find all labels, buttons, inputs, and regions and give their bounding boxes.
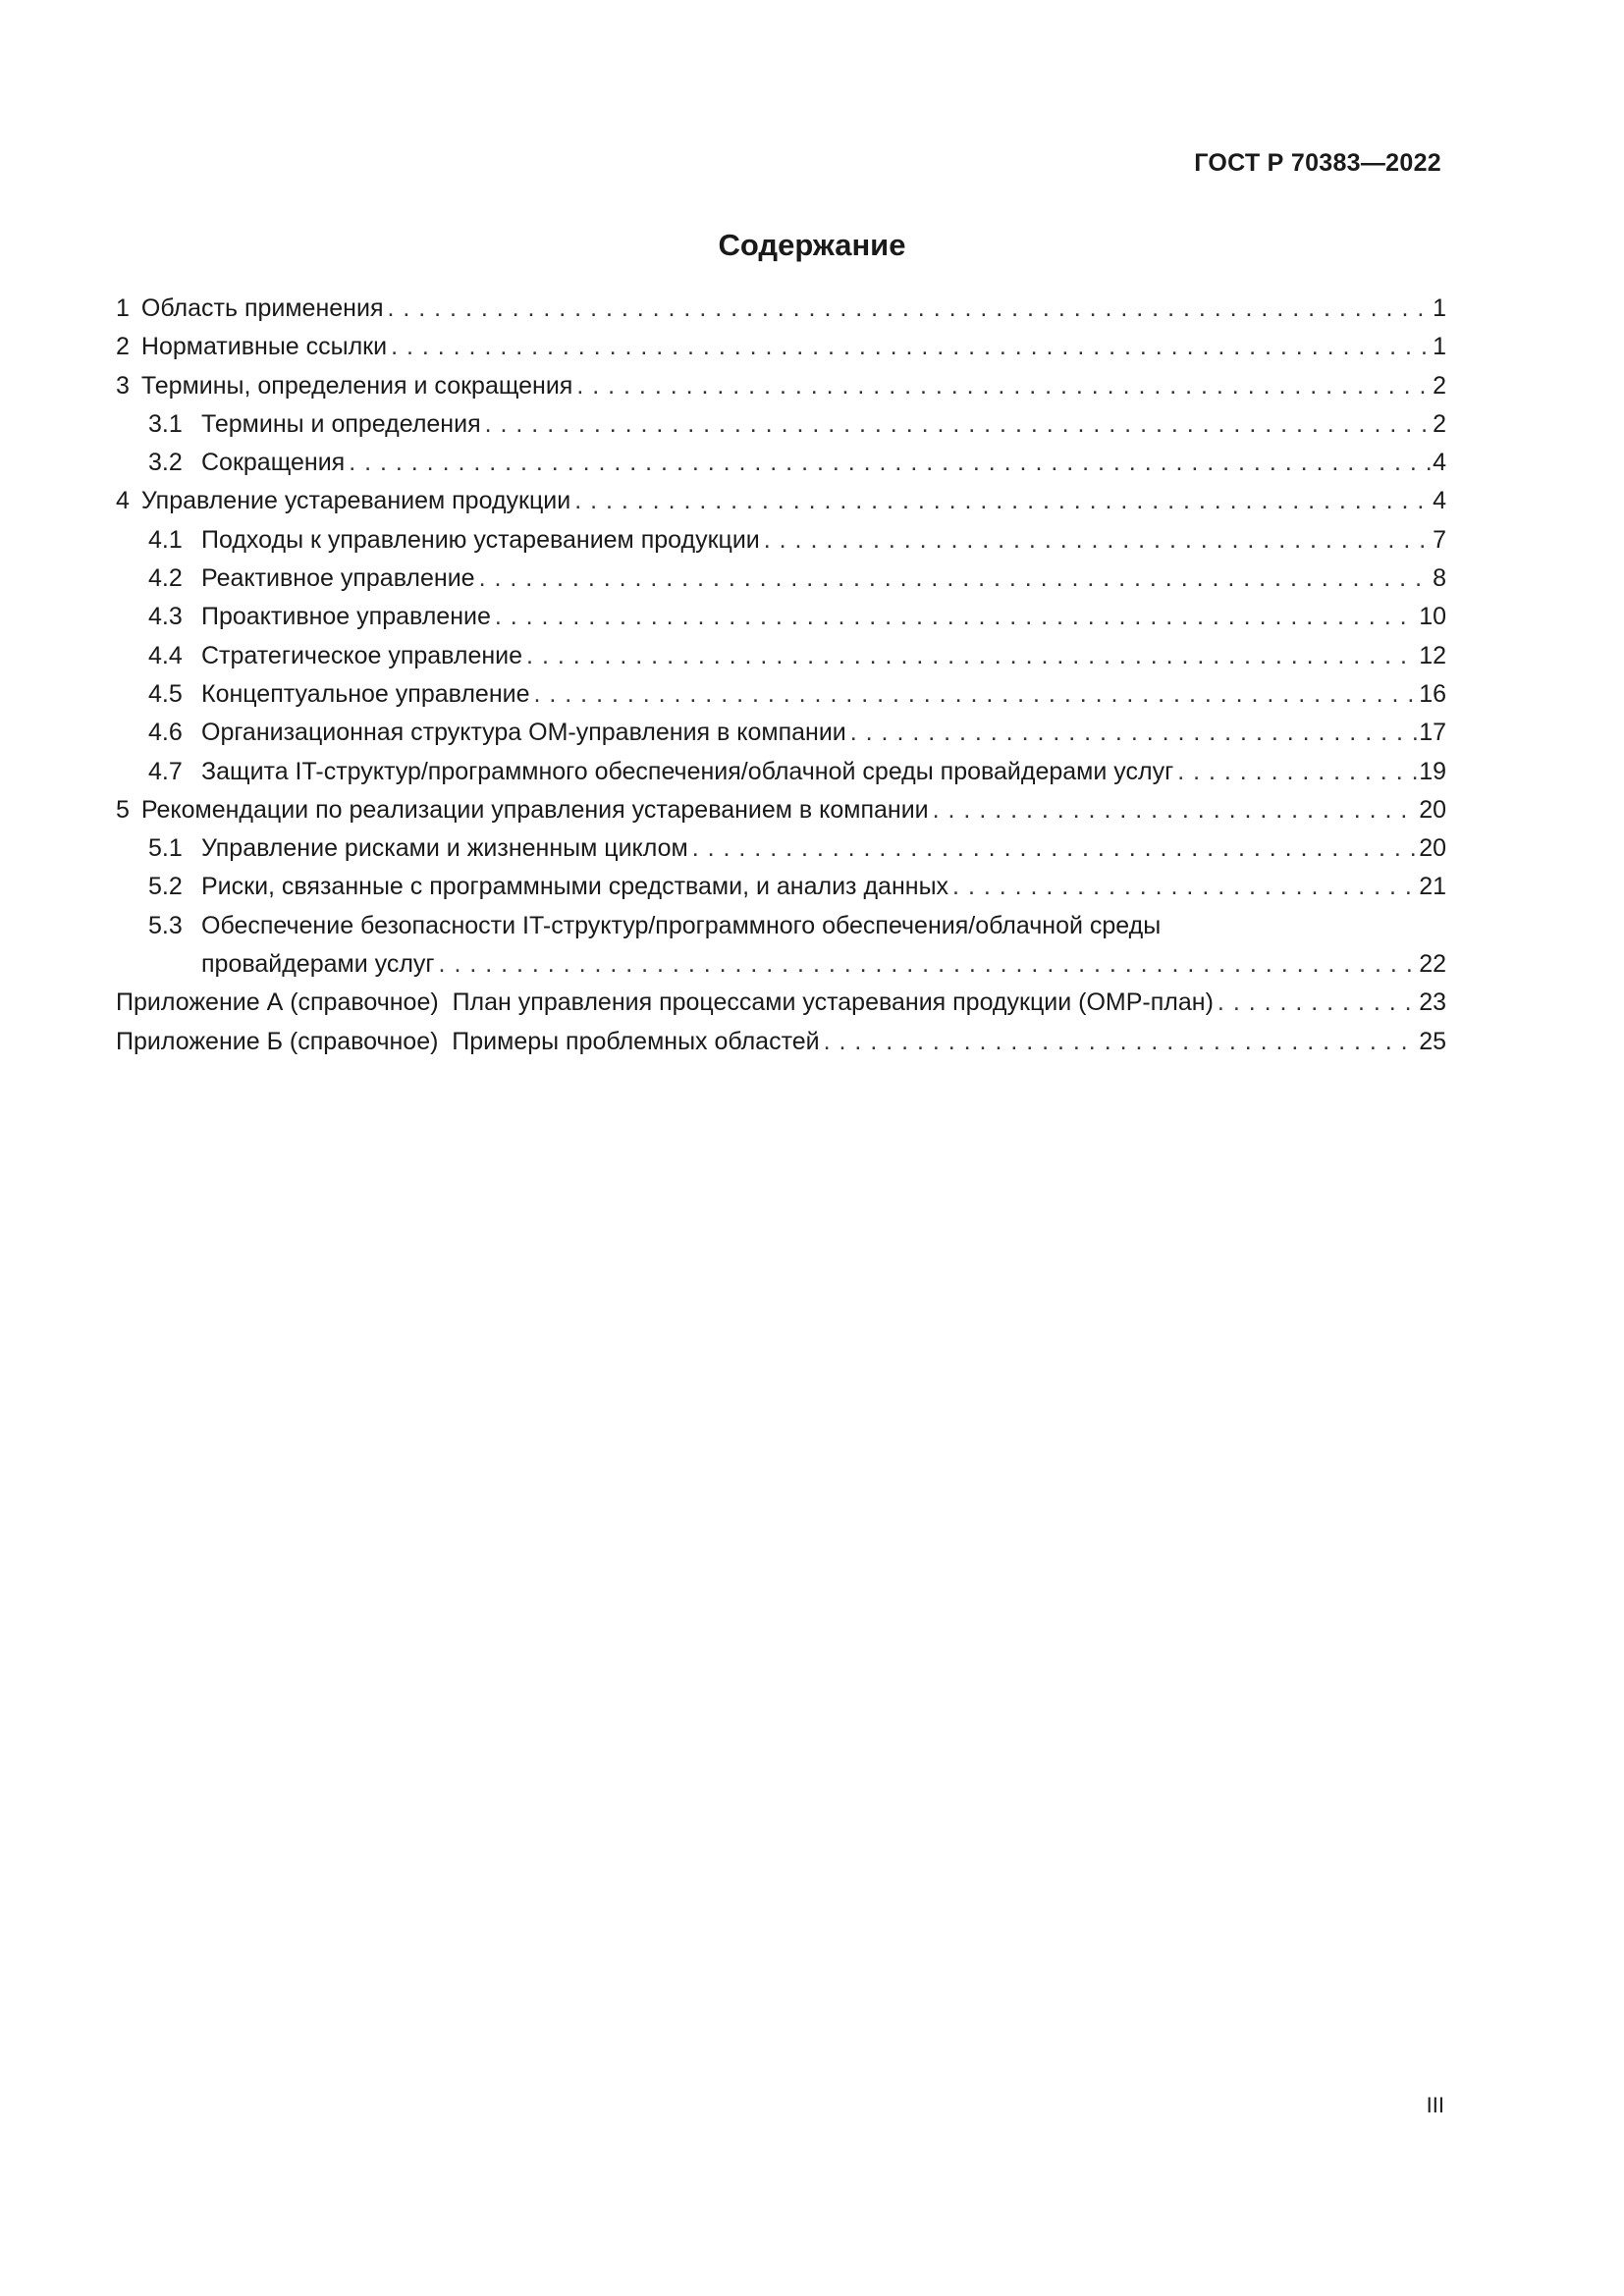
toc-entry-title: Приложение А (справочное) План управления процессами устаревания продукции (ОМР-план) (116, 988, 1214, 1017)
toc-entry-number: 4 (116, 487, 130, 515)
toc-entry-page: 4 (1433, 449, 1446, 477)
toc-leader-dots (850, 714, 1417, 752)
toc-entry-title-continuation: провайдерами услуг (201, 950, 435, 979)
toc-entry-title: Риски, связанные с программными средствами, и анализ данных (201, 873, 949, 901)
page-number: III (1426, 2093, 1444, 2117)
toc-entry-page: 8 (1433, 564, 1446, 593)
toc-entry-title: Термины и определения (201, 409, 481, 438)
toc-entry-title: Стратегическое управление (201, 641, 523, 669)
toc-title: Содержание (718, 228, 906, 262)
toc-leader-dots (526, 637, 1417, 675)
toc-entry-number: 3.2 (148, 449, 183, 477)
toc-entry-number: 3.1 (148, 409, 183, 438)
toc-subentry[interactable] (116, 753, 1446, 791)
toc-entry-title: Управление рисками и жизненным циклом (201, 834, 688, 863)
toc-entry-title: Организационная структура ОМ-управления в компании (201, 719, 846, 747)
toc-entry-title: Реактивное управление (201, 564, 475, 593)
toc-entry-title: Приложение Б (справочное) Примеры проблемных областей (116, 1027, 820, 1055)
toc-entry-number: 4.1 (148, 525, 183, 554)
toc-subentry[interactable] (116, 637, 1446, 675)
toc-entry[interactable] (116, 482, 1446, 520)
toc-entry-number: 1 (116, 294, 130, 322)
toc-entry-number: 2 (116, 333, 130, 361)
toc-entry-number: 4.5 (148, 679, 183, 708)
toc-leader-dots (1177, 753, 1417, 791)
toc-leader-dots (692, 829, 1417, 868)
toc-entry-number: 3 (116, 371, 130, 400)
table-of-contents (116, 290, 1446, 1061)
toc-entry-number: 4.4 (148, 641, 183, 669)
document-code: ГОСТ Р 70383—2022 (1194, 149, 1441, 177)
toc-subentry[interactable] (116, 444, 1446, 482)
toc-entry-title: Подходы к управлению устареванием продукции (201, 525, 760, 554)
toc-entry-page: 21 (1419, 873, 1446, 901)
toc-entry-page: 20 (1419, 834, 1446, 863)
toc-entry-title: Сокращения (201, 449, 346, 477)
toc-subentry[interactable] (116, 521, 1446, 560)
toc-entry-number: 4.7 (148, 757, 183, 785)
toc-entry-title: Нормативные ссылки (140, 333, 388, 361)
toc-entry-title: Концептуальное управление (201, 679, 530, 708)
toc-leader-dots (349, 444, 1431, 482)
toc-entry[interactable] (116, 791, 1446, 829)
toc-leader-dots (439, 945, 1418, 984)
toc-leader-dots (534, 675, 1418, 714)
toc-entry-page: 17 (1419, 719, 1446, 747)
toc-subentry[interactable] (116, 560, 1446, 598)
toc-leader-dots (933, 791, 1418, 829)
toc-leader-dots (576, 367, 1431, 405)
toc-entry-number: 5.3 (148, 911, 183, 939)
toc-entry-page: 12 (1419, 641, 1446, 669)
toc-subentry[interactable] (116, 714, 1446, 752)
toc-entry-title: Рекомендации по реализации управления устареванием в компании (140, 795, 929, 824)
toc-entry[interactable] (116, 328, 1446, 366)
toc-entry-page: 1 (1433, 333, 1446, 361)
toc-entry-page: 10 (1419, 603, 1446, 631)
toc-entry-page: 22 (1419, 950, 1446, 979)
toc-leader-dots (824, 1023, 1418, 1061)
toc-entry-title: Проактивное управление (201, 603, 491, 631)
toc-entry-page: 7 (1433, 525, 1446, 554)
toc-subentry[interactable] (116, 598, 1446, 636)
toc-entry-page: 1 (1433, 294, 1446, 322)
toc-leader-dots (495, 598, 1417, 636)
toc-leader-dots (952, 868, 1417, 906)
toc-entry-page: 4 (1433, 487, 1446, 515)
toc-entry-page: 25 (1419, 1027, 1446, 1055)
toc-subentry[interactable] (116, 675, 1446, 714)
toc-entry-page: 2 (1433, 371, 1446, 400)
toc-leader-dots (1218, 984, 1417, 1022)
toc-appendix-entry[interactable] (116, 984, 1446, 1022)
toc-entry-title: Обеспечение безопасности IT-структур/программного обеспечения/облачной среды (201, 911, 1162, 939)
toc-entry-title: Термины, определения и сокращения (140, 371, 573, 400)
toc-entry-page: 20 (1419, 795, 1446, 824)
toc-entry-number: 4.6 (148, 719, 183, 747)
toc-entry[interactable] (116, 367, 1446, 405)
toc-entry-page: 23 (1419, 988, 1446, 1017)
toc-entry-page: 2 (1433, 409, 1446, 438)
toc-entry-page: 19 (1419, 757, 1446, 785)
toc-entry[interactable] (116, 290, 1446, 328)
toc-subentry[interactable] (116, 907, 1446, 945)
toc-leader-dots (485, 405, 1431, 444)
toc-leader-dots (387, 290, 1431, 328)
toc-entry-number: 5.2 (148, 873, 183, 901)
toc-entry-title: Защита IT-структур/программного обеспечения/облачной среды провайдерами услуг (201, 757, 1174, 785)
toc-leader-dots (391, 328, 1431, 366)
toc-entry-title: Область применения (140, 294, 384, 322)
toc-subentry[interactable] (116, 868, 1446, 906)
toc-entry-number: 4.3 (148, 603, 183, 631)
toc-subentry[interactable] (116, 829, 1446, 868)
toc-subentry[interactable] (116, 405, 1446, 444)
toc-leader-dots (764, 521, 1431, 560)
toc-entry-number: 4.2 (148, 564, 183, 593)
toc-leader-dots (574, 482, 1431, 520)
toc-appendix-entry[interactable] (116, 1023, 1446, 1061)
toc-entry-title: Управление устареванием продукции (140, 487, 571, 515)
toc-subentry-continuation[interactable] (116, 945, 1446, 984)
toc-entry-number: 5.1 (148, 834, 183, 863)
toc-entry-page: 16 (1419, 679, 1446, 708)
toc-entry-number: 5 (116, 795, 130, 824)
toc-leader-dots (479, 560, 1432, 598)
